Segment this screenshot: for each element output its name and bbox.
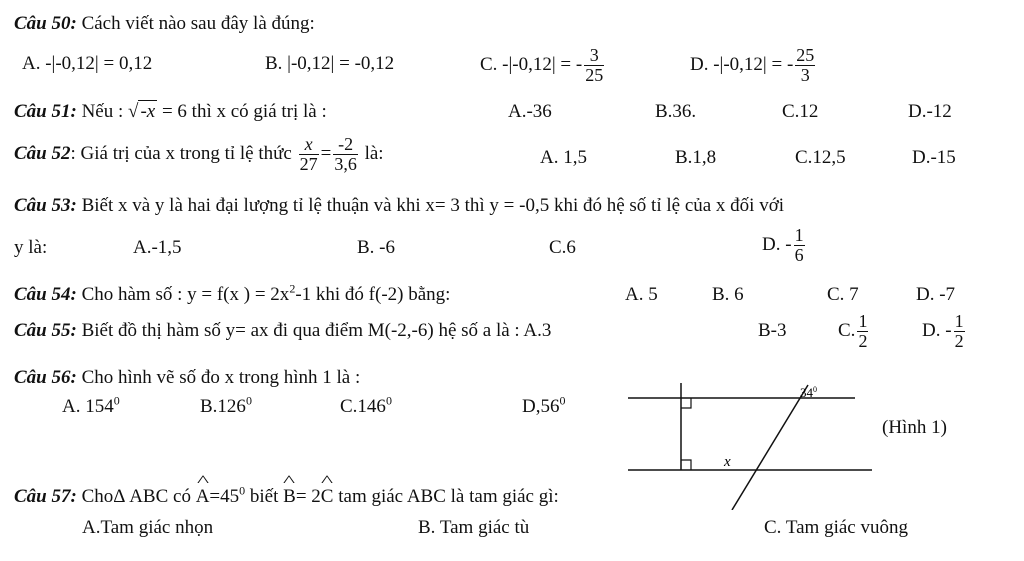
question-56: Câu 56: Cho hình vẽ số đo x trong hình 1 là : xyxy=(14,367,361,388)
question-label: Câu 53: xyxy=(14,195,77,216)
option-a: A.-36 xyxy=(508,101,552,122)
option-d: D. -|-0,12| = - $\frac{25}{3}$ xyxy=(690,45,815,85)
option-a: A. 1,5 xyxy=(540,147,587,168)
option-c: C. Tam giác vuông xyxy=(764,517,908,538)
right-angle-mark xyxy=(681,398,691,408)
triangle-symbol: Δ xyxy=(113,486,125,507)
transversal-line xyxy=(732,385,808,510)
question-label: Câu 57: xyxy=(14,486,77,507)
option-c: C.6 xyxy=(549,237,576,258)
figure-caption: (Hình 1) xyxy=(882,417,947,438)
option-c: C. $\frac{1}{2}$ xyxy=(838,311,868,351)
question-55: Câu 55: Biết đồ thị hàm số y= ax đi qua điểm M(-2,-6) hệ số a là : A.3 xyxy=(14,320,552,341)
fraction: $\frac{-2}{3,6}$ xyxy=(334,134,357,174)
right-angle-mark xyxy=(681,460,691,470)
option-c: C. 7 xyxy=(827,284,859,305)
question-50 xyxy=(14,14,315,33)
angle-34-label: $34^0$ xyxy=(800,385,817,400)
option-d: D.-12 xyxy=(908,101,952,122)
option-b: B. |-0,12| = -0,12 xyxy=(265,53,395,74)
option-b: B.1,8 xyxy=(675,147,717,168)
question-label: Câu 50: xyxy=(14,13,77,34)
option-a: A. $154^0$ xyxy=(62,393,120,417)
sqrt-expression: √ -x xyxy=(128,101,156,122)
fraction: $\frac{25}{3}$ xyxy=(796,45,815,85)
question-51: Câu 51: Nếu : √ -x = 6 thì x có giá trị là : xyxy=(14,101,327,122)
question-54: Câu 54: Cho hàm số : y = f(x ) = $2x^2-1$ khi đó f(-2) bằng: xyxy=(14,281,451,305)
option-a: A.Tam giác nhọn xyxy=(82,517,214,538)
question-53-cont: y là: xyxy=(14,237,48,258)
fraction: $\frac{1}{2}$ xyxy=(858,311,868,351)
question-label: Câu 55: xyxy=(14,320,77,341)
option-b: B. 6 xyxy=(712,284,744,305)
option-c: C.146$^0$ xyxy=(340,393,392,417)
question-label: Câu 54: xyxy=(14,284,77,305)
question-label: Câu 56: xyxy=(14,367,77,388)
angle-c: ^ C xyxy=(321,487,334,506)
option-b: B. Tam giác tù xyxy=(418,517,530,538)
option-c: C.12 xyxy=(782,101,819,122)
option-d: D. -7 xyxy=(916,284,956,305)
option-b: B.36. xyxy=(655,101,697,122)
option-b: B. -6 xyxy=(357,237,395,258)
option-a: A. 5 xyxy=(625,284,658,305)
question-52: Câu 52: Giá trị của x trong tỉ lệ thức $\frac{x}{27}$ = $\frac{-2}{3,6}$ là: xyxy=(14,134,384,174)
angle-b: ^ B xyxy=(283,487,296,506)
option-c: C.12,5 xyxy=(795,147,846,168)
figure-1 xyxy=(620,375,890,510)
angle-a: ^ A xyxy=(196,487,210,506)
fraction: $\frac{1}{6}$ xyxy=(794,225,804,265)
fraction: $\frac{3}{25}$ xyxy=(585,45,604,85)
fraction: $\frac{1}{2}$ xyxy=(954,311,964,351)
option-b: B.126$^0$ xyxy=(200,393,252,417)
question-57: Câu 57: ChoΔ ABC có ^ $A=45^0$ biết ^ B= 2^ C tam giác ABC là tam giác gì: xyxy=(14,487,559,506)
question-53: Câu 53: Biết x và y là hai đại lượng tỉ lệ thuận và khi x= 3 thì y = -0,5 khi đó hệ số tỉ lệ của x đối với xyxy=(14,195,785,216)
option-d: D. - $\frac{1}{6}$ xyxy=(762,225,804,265)
angle-x-label: x xyxy=(724,454,731,470)
option-d: D.-15 xyxy=(912,147,956,168)
option-a: A. -|-0,12| = 0,12 xyxy=(22,53,153,74)
option-c: C. -|-0,12| = - $\frac{3}{25}$ xyxy=(480,45,604,85)
question-text: Cách viết nào sau đây là đúng: xyxy=(81,13,315,34)
question-label: Câu 52 xyxy=(14,142,71,164)
fraction: $\frac{x}{27}$ xyxy=(299,134,318,174)
option-d: $D,56^0$ xyxy=(522,393,566,417)
question-label: Câu 51: xyxy=(14,101,77,122)
option-d: D. - $\frac{1}{2}$ xyxy=(922,311,964,351)
option-a: A.-1,5 xyxy=(133,237,182,258)
option-b: B-3 xyxy=(758,320,787,341)
